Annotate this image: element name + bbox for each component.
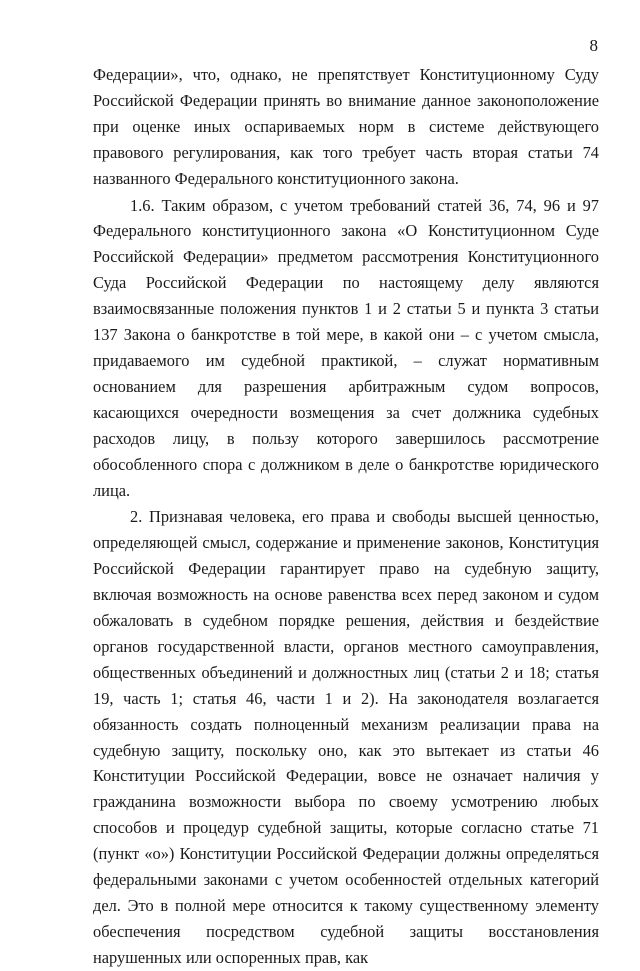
paragraph-2: 2. Признавая человека, его права и свободы высшей ценностью, определяющей смысл, содержание и применение законов, Конституция Российской Федерации гарантирует право на судебную защиту, включая возможность на основе равенства всех перед законом и судом обжаловать в судебном порядке решения, действия и бездействие органов государственной власти, органов местного самоуправления, общественных объединений и должностных лиц (статьи 2 и 18; статья 19, часть 1; статья 46, части 1 и 2). На законодателя возлагается обязанность создать полноценный механизм реализации права на судебную защиту, поскольку оно, как это вытекает из статьи 46 Конституции Российской Федерации, вовсе не означает наличия у гражданина возможности выбора по своему усмотрению любых способов и процедур судебной защиты, которые согласно статье 71 (пункт «о») Конституции Российской Федерации должны определяться федеральными законами с учетом особенностей отдельных категорий дел. Это в полной мере относится к такому существенному элементу обеспечения посредством судебной защиты восстановления нарушенных или оспоренных прав, как [93,507,599,967]
paragraph-1-6: 1.6. Таким образом, с учетом требований статей 36, 74, 96 и 97 Федерального конституционного закона «О Конституционном Суде Российской Федерации» предметом рассмотрения Конституционного Суда Российской Федерации по настоящему делу являются взаимосвязанные положения пунктов 1 и 2 статьи 5 и пункта 3 статьи 137 Закона о банкротстве в той мере, в какой они – с учетом смысла, придаваемого им судебной практикой, – служат нормативным основанием для разрешения арбитражным судом вопросов, касающихся очередности возмещения за счет должника судебных расходов лицу, в пользу которого завершилось рассмотрение обособленного спора с должником в деле о банкротстве юридического лица. [93,195,599,500]
paragraph-continuation: Федерации», что, однако, не препятствует Конституционному Суду Российской Федерации принять во внимание данное законоположение при оценке иных оспариваемых норм в системе действующего правового регулирования, как того требует часть вторая статьи 74 названного Федерального конституционного закона. [93,65,599,188]
page-number: 8 [589,36,598,55]
document-body [93,62,599,971]
